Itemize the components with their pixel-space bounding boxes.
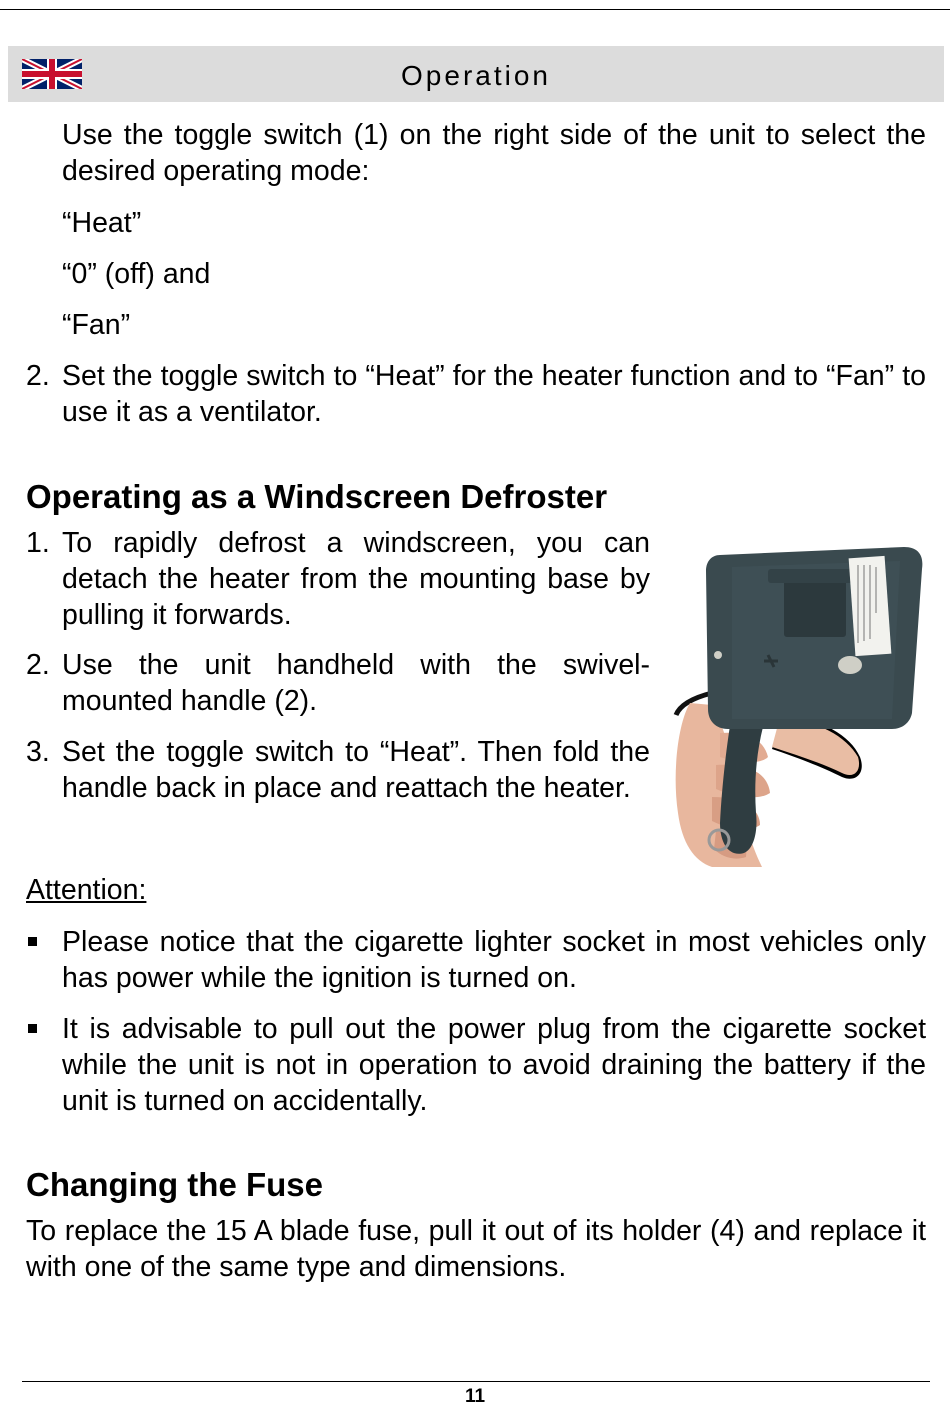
defroster-step-text: Use the unit handheld with the swivel-mounted handle (2). [62,649,650,717]
intro-paragraph: Use the toggle switch (1) on the right side of the unit to select the desired operating mode: [62,119,926,187]
defroster-heading: Operating as a Windscreen Defroster [26,478,608,515]
defroster-step-number: 1. [26,527,50,559]
defroster-step-text: Set the toggle switch to “Heat”. Then fold the handle back in place and reattach the heater. [62,736,650,804]
fuse-paragraph: To replace the 15 A blade fuse, pull it out of its holder (4) and replace it with one of the same type and dimensions. [26,1215,926,1283]
section-title: Operation [401,60,551,91]
step-text: Set the toggle switch to “Heat” for the heater function and to “Fan” to use it as a ventilator. [62,360,926,428]
page-number: 11 [464,1386,486,1407]
mode-off: “0” (off) and [62,258,211,290]
defroster-step-number: 2. [26,649,50,681]
defroster-step-text: To rapidly defrost a windscreen, you can detach the heater from the mounting base by pulling it forwards. [62,527,650,631]
footer-rule [22,1381,930,1382]
step-number: 2. [26,360,50,392]
section-header [8,46,944,102]
attention-label: Attention: [26,874,147,906]
defroster-step-number: 3. [26,736,50,768]
handheld-heater-photo [672,543,930,869]
bullet-icon [28,1024,37,1033]
attention-item: It is advisable to pull out the power plug from the cigarette socket while the unit is not in operation to avoid draining the battery if the unit is turned on accidentally. [62,1013,926,1117]
top-rule [0,9,950,10]
bullet-icon [28,937,37,946]
mode-fan: “Fan” [62,309,131,341]
mode-heat: “Heat” [62,207,142,239]
fuse-heading: Changing the Fuse [26,1166,323,1203]
attention-item: Please notice that the cigarette lighter socket in most vehicles only has power while the ignition is turned on. [62,926,926,994]
